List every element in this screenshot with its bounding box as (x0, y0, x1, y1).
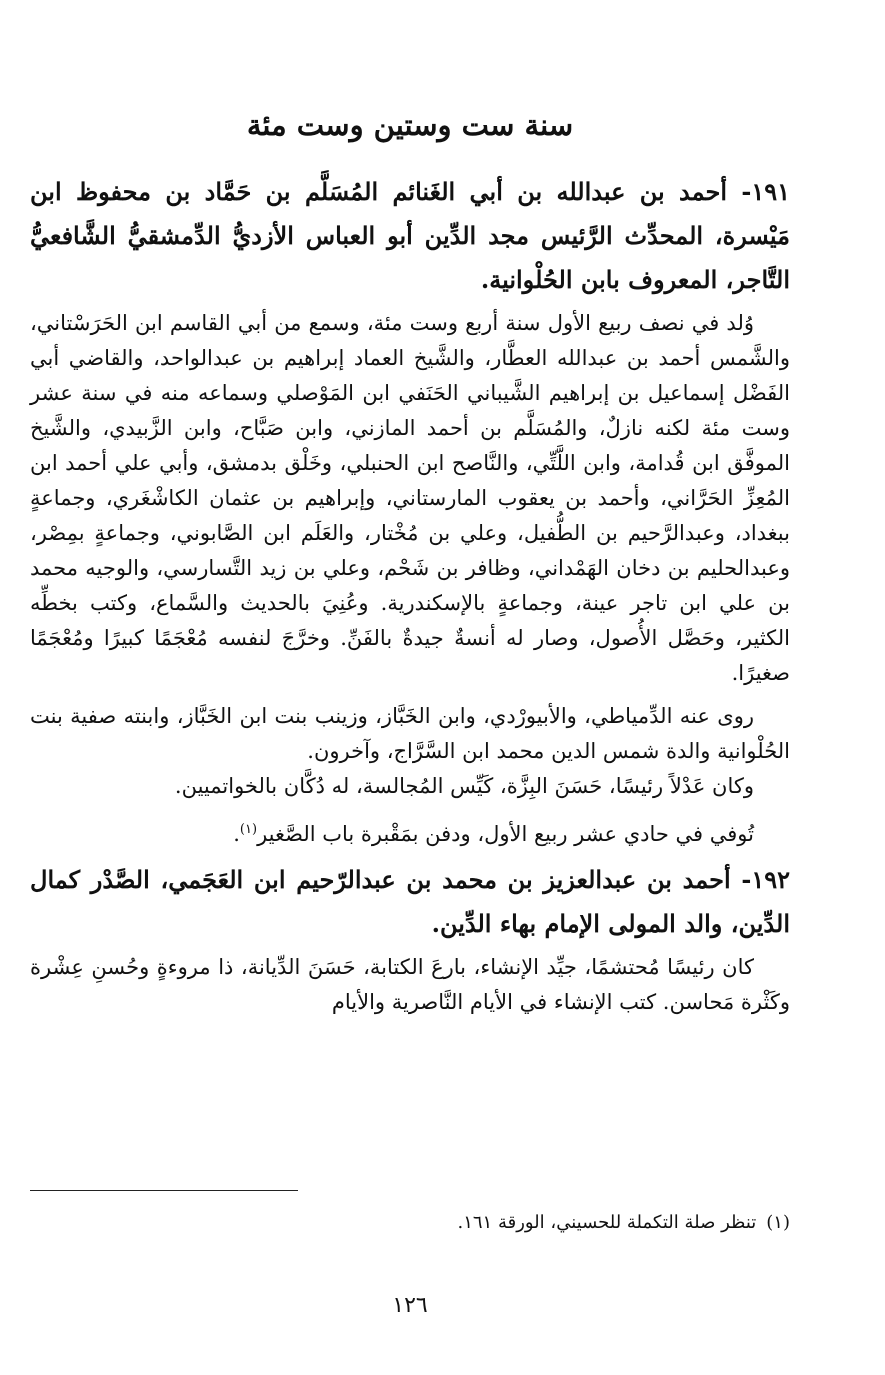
footnote-divider (30, 1190, 298, 1191)
year-heading: سنة ست وستين وست مئة (246, 108, 574, 142)
footnote-reference: (١) (239, 822, 258, 837)
entry-191-paragraph-4-text: تُوفي في حادي عشر ربيع الأول، ودفن بمَقْبرة باب الصَّغير (257, 822, 754, 846)
footnote-text: تنظر صلة التكملة للحسيني، الورقة ١٦١. (457, 1212, 757, 1233)
entry-191-paragraph-4 (30, 812, 790, 852)
entry-191-paragraph-3: وكان عَدْلاً رئيسًا، حَسَنَ البِزَّة، كَيِّس المُجالسة، له دُكَّان بالخواتميين. (174, 774, 754, 798)
entry-191-paragraph-2: روى عنه الدِّمياطي، والأبيورْدي، وابن الخَبَّاز، وزينب بنت ابن الخَبَّاز، وابنته صفية بنت الحُلْوانية والدة شمس الدين محمد ابن السَّرَّاج، وآخرون. (30, 704, 790, 763)
footnote (30, 1209, 790, 1237)
entry-191-paragraph-4-end: . (233, 822, 240, 846)
footnote-marker: (١) (766, 1212, 790, 1233)
page-number: ١٢٦ (392, 1293, 428, 1318)
book-page (30, 0, 790, 1375)
entry-192-paragraph-1: كان رئيسًا مُحتشمًا، جيِّد الإنشاء، بارعَ الكتابة، حَسَنَ الدِّيانة، ذا مروءةٍ وحُسنِ عِشْرة وكَثْرة مَحاسن. كتب الإنشاء في الأيام النَّاصرية والأيام (30, 955, 790, 1014)
entry-191-header: ١٩١- أحمد بن عبدالله بن أبي الغَنائم المُسَلَّم بن حَمَّاد بن محفوظ ابن مَيْسرة، المحدِّث الرَّئيس مجد الدِّين أبو العباس الأزديُّ الدِّمشقيُّ الشَّافعيُّ التَّاجر، المعروف بابن الحُلْوانية. (30, 177, 790, 294)
entry-191-paragraph-1: وُلد في نصف ربيع الأول سنة أربع وست مئة، وسمع من أبي القاسم ابن الحَرَسْتاني، والشَّمس أحمد بن عبدالله العطَّار، والشَّيخ العماد إبراهيم بن عبدالواحد، والقاضي أبي الفَضْل إسماعيل بن إبراهيم الشَّيباني الحَنَفي ابن المَوْصلي وسماعه منه في سنة عشر وست مئة لكنه نازلٌ، والمُسَلَّم بن أحمد المازني، وابن صَبَّاح، وابن الزَّبيدي، والشَّيخ الموفَّق ابن قُدامة، وابن اللَّتِّي، والنَّاصح ابن الحنبلي، وخَلْق بدمشق، وأبي علي أحمد ابن المُعِزِّ الحَرَّاني، وأحمد بن يعقوب المارستاني، وإبراهيم بن عثمان الكاشْغَري، وجماعةٍ ببغداد، وعبدالرَّحيم بن الطُّفيل، وعلي بن مُخْتار، والعَلَم ابن الصَّابوني، وجماعةٍ بمِصْر، وعبدالحليم بن دخان الهَمْداني، وظافر بن شَحْم، وعلي بن زيد التَّسارسي، والوجيه محمد بن علي ابن تاجر عينة، وجماعةٍ بالإسكندرية. وعُنِيَ بالحديث والسَّماع، وكتب بخطِّه الكثير، وحَصَّل الأُصول، وصار له أنسةٌ جيدةٌ بالفَنِّ. وخرَّجَ لنفسه مُعْجَمًا كبيرًا ومُعْجَمًا صغيرًا. (30, 311, 790, 685)
entry-192-header: ١٩٢- أحمد بن عبدالعزيز بن محمد بن عبدالرّحيم ابن العَجَمي، الصَّدْر كمال الدِّين، والد المولى الإمام بهاء الدِّين. (30, 865, 791, 938)
page-body (30, 170, 790, 1020)
